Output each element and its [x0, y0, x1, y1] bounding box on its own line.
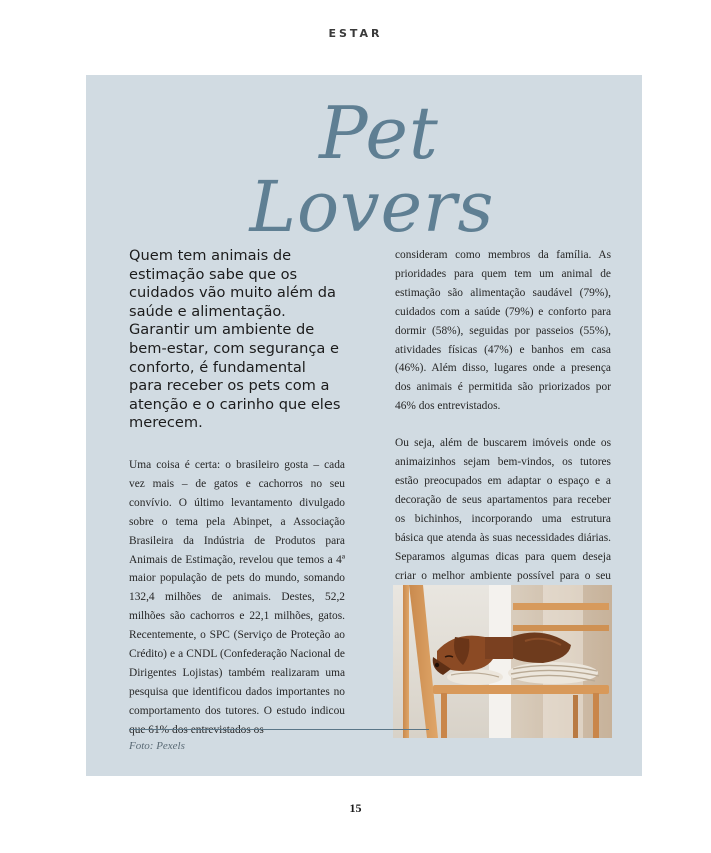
- body-column-left: [129, 456, 345, 740]
- title-line-2: Lovers: [249, 166, 495, 248]
- body-paragraph: Ou seja, além de buscarem imóveis onde os animaizinhos sejam bem-vindos, os tutores estão preocupados em adaptar o espaço e a decoração de seus apartamentos para receber os bichinhos, incorporando uma estrutura básica que atenda às suas necessidades diárias. Separamos algumas dicas para quem deseja criar o melhor ambiente possível para o seu: [395, 437, 611, 582]
- body-column-right: [395, 246, 611, 604]
- article-panel: [86, 75, 642, 776]
- page-number: 15: [349, 801, 362, 815]
- section-label: ESTAR: [328, 27, 383, 40]
- body-paragraph: consideram como membros da família. As prioridades para quem tem um animal de estimação são alimentação saudável (79%), cuidados com a saúde (79%) e conforto para dormir (58%), seguidas por passeios (55%), atividades físicas (47%) e banhos em casa (46%). Além disso, lugares onde a presença dos animais é permitida são priorizados por 46% dos entrevistados.: [395, 249, 611, 413]
- photo-credit: Foto: Pexels: [129, 740, 185, 752]
- dog-photo: [393, 585, 612, 738]
- body-paragraph: Uma coisa é certa: o brasileiro gosta – cada vez mais – de gatos e cachorros no seu convívio. O último levantamento divulgado sobre o tema pela Abinpet, a Associação Brasileira da Indústria de Produtos para Animais de Estimação, revelou que temos a 4ª maior população de pets do mundo, somando 132,4 milhões de animais. Destes, 52,2 milhões são cachorros e 22,1 milhões, gatos. Recentemente, o SPC (Serviço de Proteção ao Crédito) e a CNDL (Confederação Nacional de Dirigentes Lojistas) também realizaram uma pesquisa que identificou dados importantes no comportamento dos tutores. O estudo indicou: [129, 459, 345, 717]
- footer-rule: [129, 729, 429, 730]
- lead-paragraph: Quem tem animais de estimação sabe que os cuidados vão muito além da saúde e alimentação. Garantir um ambiente de bem-estar, com segurança e conforto, é fundamental para receber os pets com a atenção e o carinho que eles merecem.: [129, 247, 341, 432]
- title-line-1: Pet: [319, 91, 439, 175]
